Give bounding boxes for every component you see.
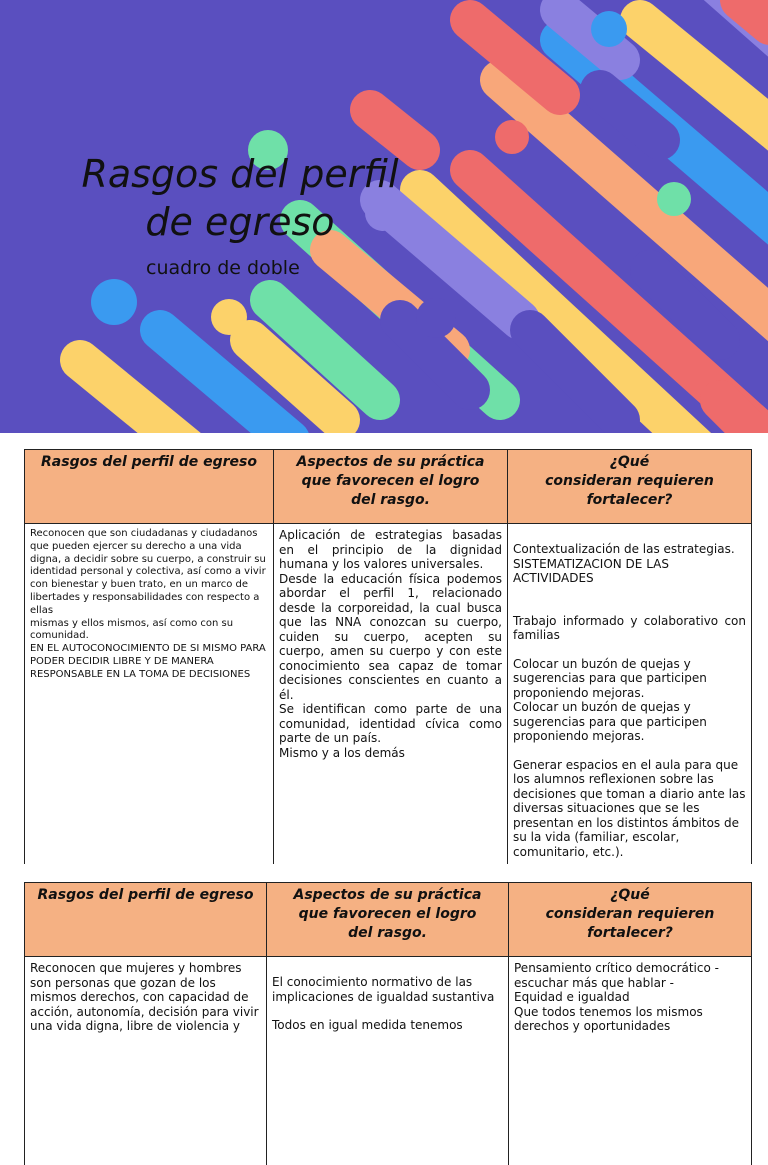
- rasgo-text: Reconocen que son ciudadanas y ciudadanos que pueden ejercer su derecho a una vida digna, a decidir sobre su cuerpo, a construir su identidad personal y colectiva, así como a vivir con bienestar y buen trato, en un marco de libertades y responsabilidades con respecto a ellas mismas y ellos mismos, así como con su comunidad.: [30, 528, 268, 643]
- fortalecer-text: Trabajo informado y colaborativo con familias: [513, 614, 746, 643]
- cell-rasgos: [25, 524, 274, 865]
- fortalecer-text: Pensamiento crítico democrático - escuchar más que hablar -: [514, 961, 746, 990]
- rasgo-note: EN EL AUTOCONOCIMIENTO DE SI MISMO PARA PODER DECIDIR LIBRE Y DE MANERA RESPONSABLE EN LA TOMA DE DECISIONES: [30, 643, 268, 681]
- title-banner: [0, 0, 768, 433]
- profile-table-1: [24, 449, 752, 864]
- dot: [211, 299, 247, 335]
- cell-aspectos: [267, 957, 509, 1165]
- stripe: [740, 0, 768, 25]
- cell-rasgos: [25, 957, 267, 1165]
- dot: [416, 298, 456, 338]
- table-header-row: [25, 883, 752, 957]
- stripe: [80, 360, 190, 433]
- aspecto-text: Aplicación de estrategias basadas en el principio de la dignidad humana y los valores universales.: [279, 528, 502, 572]
- fortalecer-text: Que todos tenemos los mismos derechos y oportunidades: [514, 1005, 746, 1034]
- header-aspectos: Aspectos de su práctica que favorecen el logro del rasgo.: [267, 883, 509, 957]
- aspecto-text: Mismo y a los demás: [279, 746, 502, 761]
- header-aspectos: Aspectos de su práctica que favorecen el logro del rasgo.: [274, 450, 508, 524]
- dot: [91, 279, 137, 325]
- table-header-row: [25, 450, 752, 524]
- cell-fortalecer: [509, 957, 752, 1165]
- fortalecer-text: Generar espacios en el aula para que los alumnos reflexionen sobre las decisiones que toman a diario ante las diversas situaciones que se les presentan en los distintos ámbitos de su la vida (familiar, escolar, comunitario, etc.).: [513, 758, 746, 860]
- header-rasgos: Rasgos del perfil de egreso: [25, 450, 274, 524]
- aspecto-text: Todos en igual medida tenemos: [272, 1018, 503, 1033]
- aspecto-text: El conocimiento normativo de las implicaciones de igualdad sustantiva: [272, 975, 503, 1004]
- cell-aspectos: [274, 524, 508, 865]
- page-subtitle: cuadro de doble: [146, 257, 300, 279]
- fortalecer-text: Colocar un buzón de quejas y sugerencias para que participen proponiendo mejoras.: [513, 657, 746, 701]
- fortalecer-text: Colocar un buzón de quejas y sugerencias para que participen proponiendo mejoras.: [513, 700, 746, 744]
- aspecto-text: Se identifican como parte de una comunidad, identidad cívica como parte de un país.: [279, 702, 502, 746]
- table-row: [25, 957, 752, 1165]
- title-line-1: Rasgos del perfil: [81, 152, 398, 196]
- fortalecer-text: Contextualización de las estrategias.: [513, 542, 746, 557]
- fortalecer-text: SISTEMATIZACION DE LAS ACTIVIDADES: [513, 557, 746, 586]
- fortalecer-text: Equidad e igualdad: [514, 990, 746, 1005]
- dot: [495, 120, 529, 154]
- aspecto-text: Desde la educación física podemos abordar el perfil 1, relacionado desde la corporeidad, la cual busca que las NNA conozcan su cuerpo, cuiden su cuerpo, acepten su cuerpo, amen su cuerpo y con este conocimiento sea capaz de tomar decisiones conscientes en cuanto a él.: [279, 572, 502, 703]
- header-rasgos: Rasgos del perfil de egreso: [25, 883, 267, 957]
- page-title: [60, 150, 420, 246]
- dot: [657, 182, 691, 216]
- title-line-2: de egreso: [145, 200, 334, 244]
- rasgo-text: Reconocen que mujeres y hombres son personas que gozan de los mismos derechos, con capacidad de acción, autonomía, decisión para vivir una vida digna, libre de violencia y: [30, 961, 261, 1034]
- stripe: [370, 110, 420, 150]
- table-row: [25, 524, 752, 865]
- cell-fortalecer: [508, 524, 752, 865]
- header-fortalecer: ¿Qué consideran requieren fortalecer?: [509, 883, 752, 957]
- dot: [591, 11, 627, 47]
- header-fortalecer: ¿Qué consideran requieren fortalecer?: [508, 450, 752, 524]
